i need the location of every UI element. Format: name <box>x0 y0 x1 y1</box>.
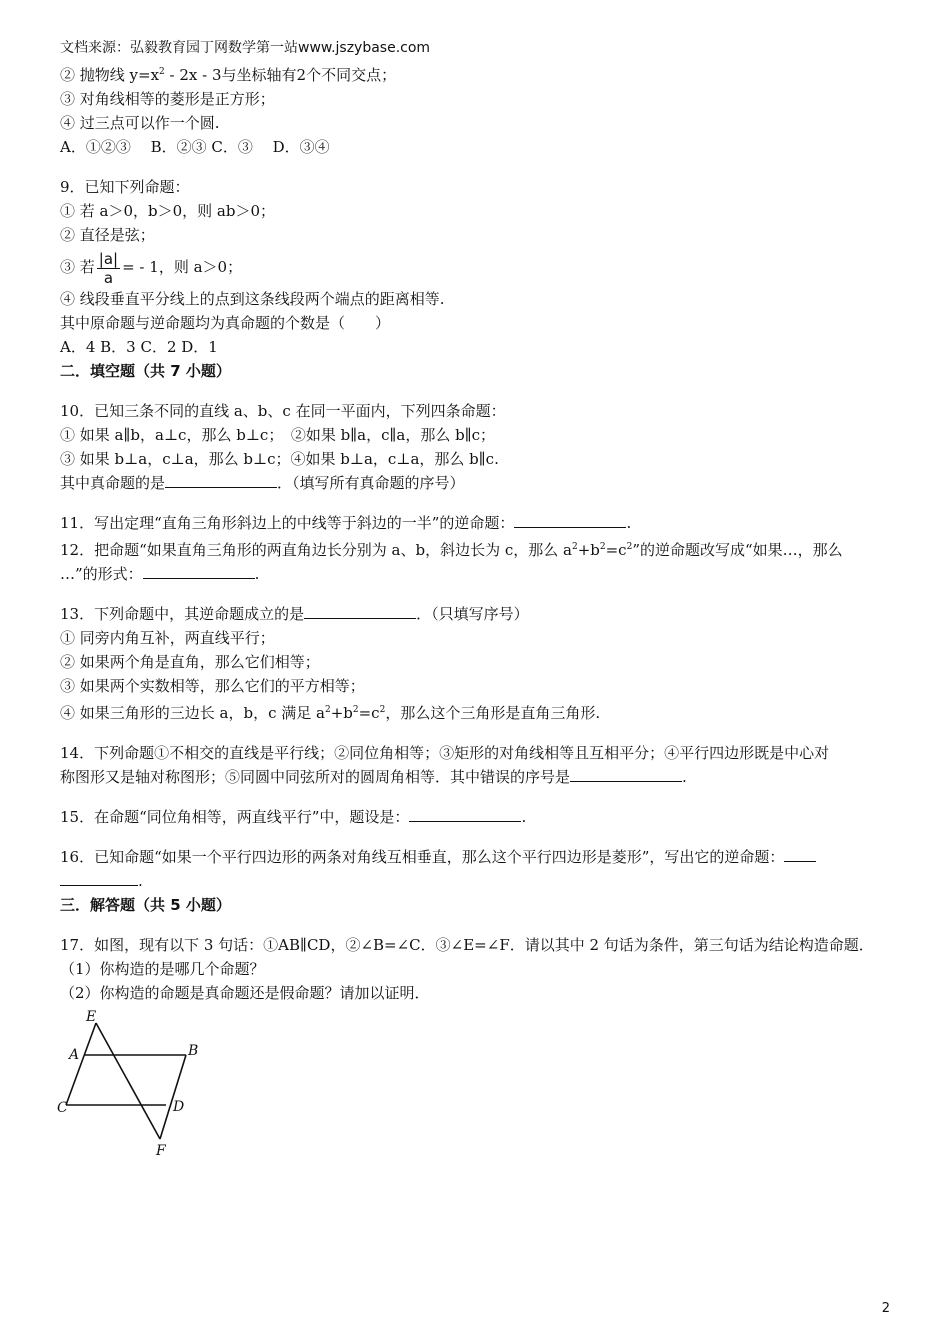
answer-blank[interactable] <box>304 604 416 619</box>
label-e: E <box>86 1009 97 1025</box>
q9-options: A．4 B．3 C．2 D．1 <box>60 338 218 356</box>
q8-statement-3: ③ 对角线相等的菱形是正方形； <box>60 90 275 108</box>
q9-statement-2: ② 直径是弦； <box>60 226 155 244</box>
q10-ask: 其中真命题的是 ．（填写所有真命题的序号） <box>60 474 465 492</box>
line-e-f <box>96 1023 160 1139</box>
answer-blank[interactable] <box>409 807 521 822</box>
q17-part-2: （2）你构造的命题是真命题还是假命题？请加以证明． <box>60 984 430 1002</box>
section-2-title: 二．填空题（共 7 小题） <box>60 362 231 380</box>
answer-blank[interactable] <box>165 473 277 488</box>
q8-statement-4: ④ 过三点可以作一个圆. <box>60 114 220 132</box>
q8-options: A．①②③ B．②③ C．③ D．③④ <box>60 138 330 156</box>
label-f: F <box>156 1143 166 1159</box>
section-3-title: 三．解答题（共 5 小题） <box>60 896 231 914</box>
source-header: 文档来源：弘毅教育园丁网数学第一站www.jszybase.com <box>60 40 431 56</box>
geometry-figure <box>57 1009 230 1159</box>
q11: 11．写出定理“直角三角形斜边上的中线等于斜边的一半”的逆命题： . <box>60 514 632 532</box>
q14-line-1: 14．下列命题①不相交的直线是平行线；②同位角相等；③矩形的对角线相等且互相平分；④平行四边形既是中心对 <box>60 744 830 762</box>
q13-statement-3: ③ 如果两个实数相等，那么它们的平方相等； <box>60 677 365 695</box>
q17-stem: 17．如图，现有以下 3 句话：①AB∥CD，②∠B=∠C．③∠E=∠F．请以其中 2 句话为条件，第三句话为结论构造命题． <box>60 936 874 954</box>
fraction: $\frac{|a|}{a}$ <box>98 249 119 287</box>
q14-line-2: 称图形又是轴对称图形；⑤同圆中同弦所对的圆周角相等．其中错误的序号是 . <box>60 768 687 786</box>
q8-statement-2: ② 抛物线 $y=x^2 - 2x - 3$与坐标轴有2个不同交点； <box>60 66 397 84</box>
label-d: D <box>173 1099 185 1115</box>
document-page <box>57 36 900 1163</box>
q13-statement-2: ② 如果两个角是直角，那么它们相等； <box>60 653 320 671</box>
answer-blank[interactable] <box>784 847 816 862</box>
line-e-c <box>66 1023 96 1105</box>
q12-line-1: 12．把命题“如果直角三角形的两直角边长分别为 a、b，斜边长为 c，那么 $a^2+b^2=c^2$”的逆命题改写成“如果…，那么 <box>60 541 843 559</box>
q16-line-1: 16．已知命题“如果一个平行四边形的两条对角线互相垂直，那么这个平行四边形是菱形”，写出它的逆命题： <box>60 845 900 869</box>
label-a: A <box>69 1047 80 1063</box>
q9-statement-1: ① 若 a＞0，b＞0，则 ab＞0； <box>60 202 276 220</box>
q13-statement-1: ① 同旁内角互补，两直线平行； <box>60 629 275 647</box>
page-number: 2 <box>881 1301 890 1316</box>
q10-stem: 10．已知三条不同的直线 a、b、c 在同一平面内，下列四条命题： <box>60 402 506 420</box>
q10-row-2: ③ 如果 b⊥a，c⊥a，那么 b⊥c；④如果 b⊥a，c⊥a，那么 b∥c. <box>60 450 499 468</box>
q9-ask: 其中原命题与逆命题均为真命题的个数是（ ） <box>60 314 391 332</box>
q9-statement-3: ③ 若 $\frac{|a|}{a}$ = - 1，则 a＞0； <box>60 249 243 287</box>
q10-row-1: ① 如果 a∥b，a⊥c，那么 b⊥c； ②如果 b∥a，c∥a，那么 b∥c； <box>60 426 496 444</box>
q13-stem: 13．下列命题中，其逆命题成立的是 ．（只填写序号） <box>60 605 529 623</box>
label-c: C <box>57 1100 68 1116</box>
q9-statement-4: ④ 线段垂直平分线上的点到这条线段两个端点的距离相等. <box>60 290 445 308</box>
q9-stem: 9．已知下列命题： <box>60 178 190 196</box>
answer-blank[interactable] <box>143 564 255 579</box>
q17-part-1: （1）你构造的是哪几个命题？ <box>60 960 265 978</box>
label-b: B <box>188 1043 199 1059</box>
q15: 15．在命题“同位角相等，两直线平行”中，题设是： . <box>60 808 527 826</box>
answer-blank[interactable] <box>60 871 138 886</box>
q13-statement-4: ④ 如果三角形的三边长 a，b，c 满足 $a^2+b^2=c^2$，那么这个三角形是直角三角形. <box>60 704 601 722</box>
q16-line-2: . <box>60 869 900 893</box>
answer-blank[interactable] <box>570 767 682 782</box>
q12-line-2: …”的形式： . <box>60 565 260 583</box>
answer-blank[interactable] <box>514 513 626 528</box>
line-b-f <box>160 1055 186 1139</box>
